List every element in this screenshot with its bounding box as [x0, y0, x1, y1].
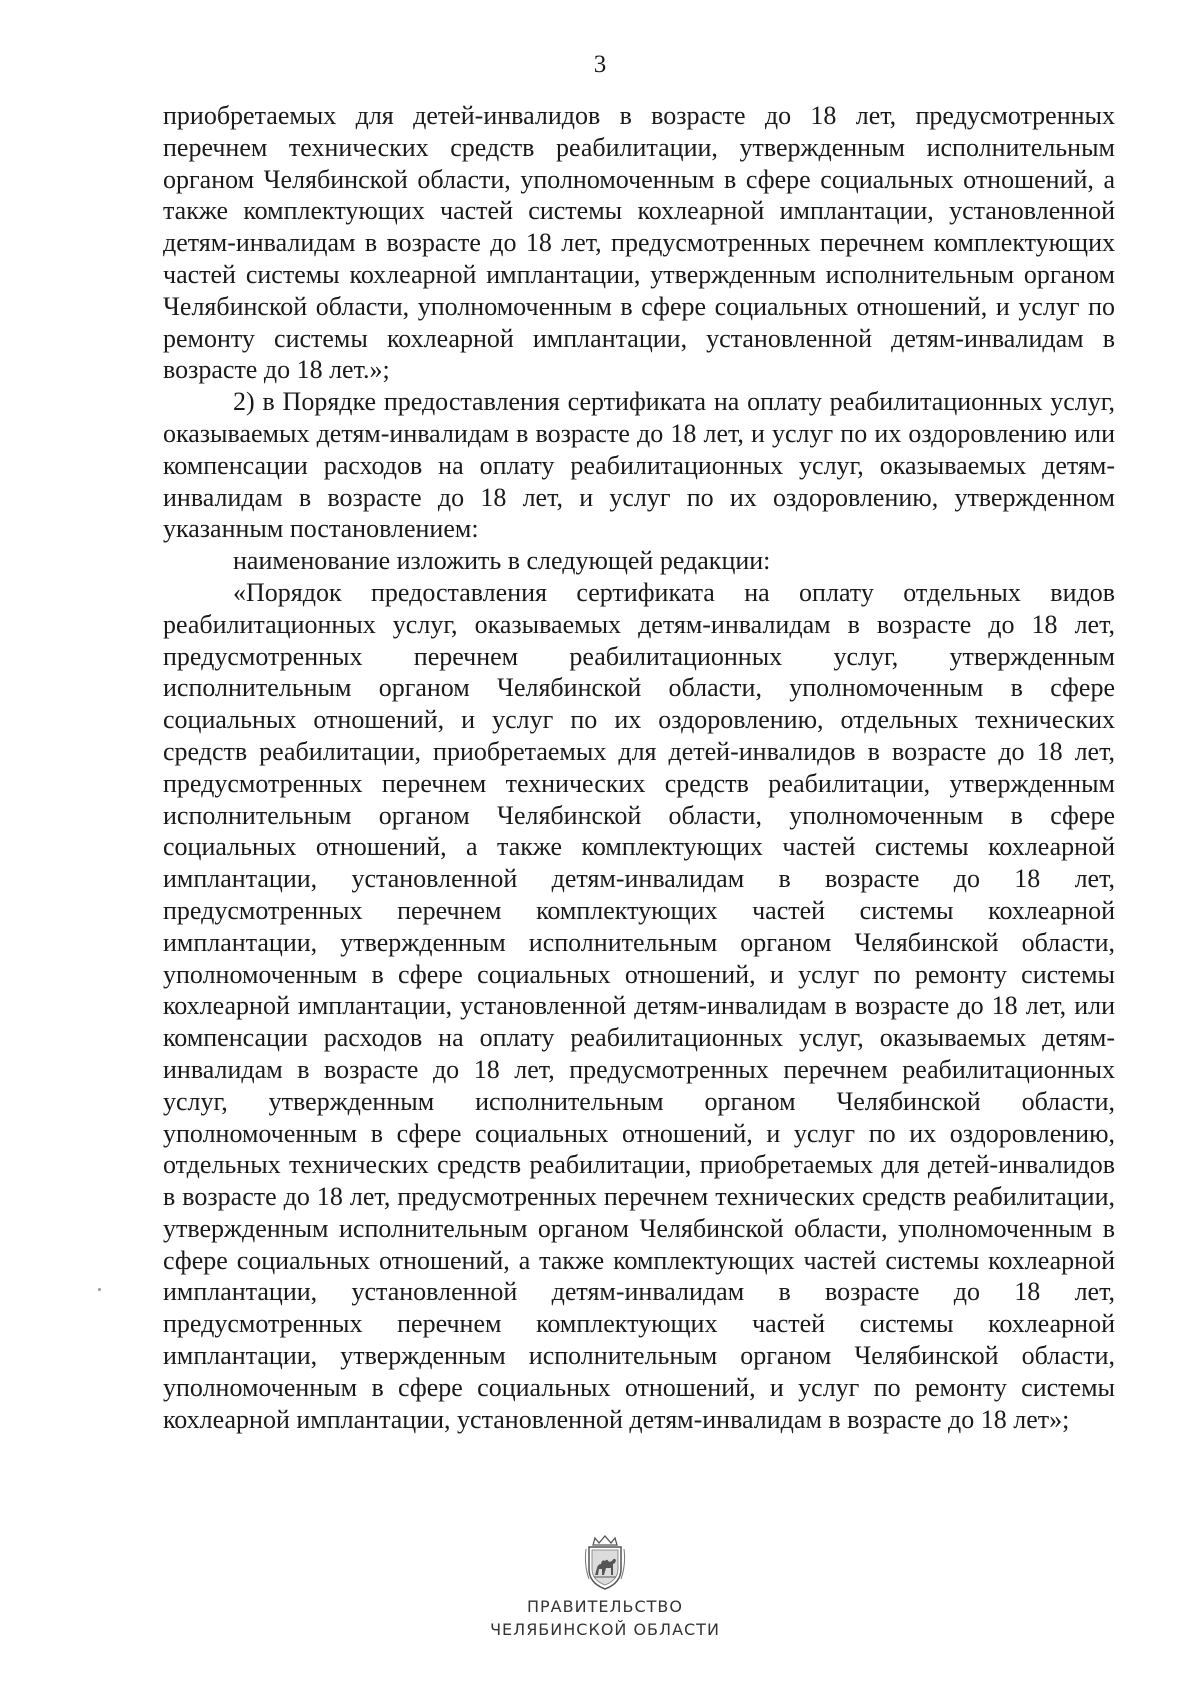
paragraph-continuation: приобретаемых для детей-инвалидов в возрасте до 18 лет, предусмотренных перечнем технических средств реабилитации, утвержденным исполнительным органом Челябинской области, уполномоченным в сфере социальных отношений, а также комплектующих частей системы кохлеарной имплантации, установленной детям-инвалидам в возрасте до 18 лет, предусмотренных перечнем комплектующих частей системы кохлеарной имплантации, утвержденным исполнительным органом Челябинской области, уполномоченным в сфере социальных отношений, и услуг по ремонту системы кохлеарной имплантации, установленной детям-инвалидам в возрасте до 18 лет.»; [163, 101, 1115, 385]
page-number: 3 [593, 51, 607, 78]
chelyabinsk-coat-of-arms-icon [581, 1535, 629, 1591]
seal-text-region: ЧЕЛЯБИНСКОЙ ОБЛАСТИ [490, 1620, 720, 1639]
government-seal [455, 1535, 755, 1685]
paragraph-item-2: 2) в Порядке предоставления сертификата на оплату реабилитационных услуг, оказываемых детям-инвалидам в возрасте до 18 лет, и услуг по их оздоровлению или компенсации расходов на оплату реабилитационных услуг, оказываемых детям-инвалидам в возрасте до 18 лет, и услуг по их оздоровлению, утвержденном указанным постановлением: [163, 387, 1115, 544]
paragraph-new-title: «Порядок предоставления сертификата на оплату отдельных видов реабилитационных услуг, оказываемых детям-инвалидам в возрасте до 18 лет, предусмотренных перечнем реабилитационных услуг, утвержденным исполнительным органом Челябинской области, уполномоченным в сфере социальных отношений, и услуг по их оздоровлению, отдельных технических средств реабилитации, приобретаемых для детей-инвалидов в возрасте до 18 лет, предусмотренных перечнем технических средств реабилитации, утвержденным исполнительным органом Челябинской области, уполномоченным в сфере социальных отношений, а также комплектующих частей системы кохлеарной имплантации, установленной детям-инвалидам в возрасте до 18 лет, предусмотренных перечнем комплектующих частей системы кохлеарной имплантации, утвержденным исполнительным органом Челябинской области, уполномоченным в сфере социальных отношений, и услуг по ремонту системы кохлеарной имплантации, установленной детям-инвалидам в возрасте до 18 лет, или компенсации расходов на оплату реабилитационных услуг, оказываемых детям-инвалидам в возрасте до 18 лет, предусмотренных перечнем реабилитационных услуг, утвержденным исполнительным органом Челябинской области, уполномоченным в сфере социальных отношений, и услуг по их оздоровлению, отдельных технических средств реабилитации, приобретаемых для детей-инвалидов в возрасте до 18 лет, предусмотренных перечнем технических средств реабилитации, утвержденным исполнительным органом Челябинской области, уполномоченным в сфере социальных отношений, а также комплектующих частей системы кохлеарной имплантации, установленной детям-инвалидам в возрасте до 18 лет, предусмотренных перечнем комплектующих частей системы кохлеарной имплантации, утвержденным исполнительным органом Челябинской области, уполномоченным в сфере социальных отношений, и услуг по ремонту системы кохлеарной имплантации, установленной детям-инвалидам в возрасте до 18 лет»; [163, 577, 1115, 1434]
seal-text-government: ПРАВИТЕЛЬСТВО [527, 1597, 683, 1616]
paragraph-title-instruction: наименование изложить в следующей редакции: [233, 546, 771, 576]
scan-speck [98, 1288, 101, 1291]
document-body [163, 100, 1115, 1435]
